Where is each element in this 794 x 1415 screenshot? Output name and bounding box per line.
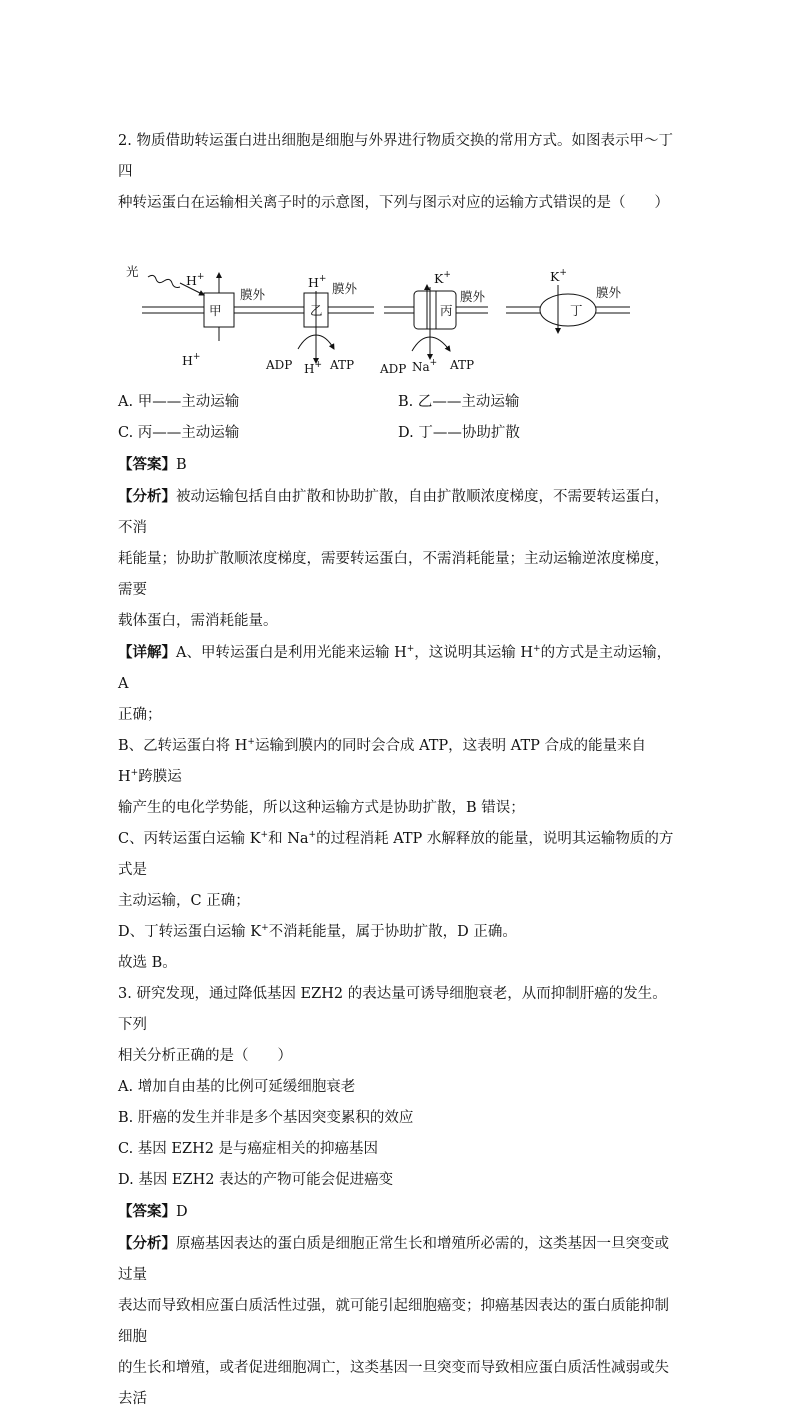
q3-analysis-line-1: 【分析】原癌基因表达的蛋白质是细胞正常生长和增殖所必需的，这类基因一旦突变或过量 (118, 1235, 669, 1283)
q2-option-b[interactable]: B. 乙——主动运输 (398, 394, 520, 410)
svg-text:Na+: Na+ (412, 358, 438, 374)
q3-option-a[interactable]: A. 增加自由基的比例可延缓细胞衰老 (118, 1079, 356, 1095)
svg-text:H+: H+ (186, 272, 205, 288)
label-k-bing: K (434, 271, 444, 286)
q2-analysis-tag: 【分析】 (118, 488, 176, 505)
q2-option-c[interactable]: C. 丙——主动运输 (118, 425, 240, 441)
q2-option-d[interactable]: D. 丁——协助扩散 (398, 425, 520, 441)
svg-text:H+: H+ (182, 352, 201, 368)
label-membrane-outside-ding: 膜外 (596, 285, 622, 300)
label-h-bottom-yi: H (304, 362, 315, 376)
q3-answer-value: D (176, 1204, 188, 1220)
q2-options-row-2 (118, 418, 678, 449)
q2-choose: 故选 B。 (118, 955, 177, 971)
q2-detail-a-line-1: 【详解】A、甲转运蛋白是利用光能来运输 H+，这说明其运输 H+的方式是主动运输，A (118, 644, 672, 692)
q2-answer-tag: 【答案】 (118, 456, 176, 473)
transport-protein-diagram (116, 223, 676, 376)
q2-detail-a-line-2: 正确； (118, 707, 162, 723)
q2-stem-line-2: 种转运蛋白在运输相关离子时的示意图，下列与图示对应的运输方式错误的是（ ） (118, 195, 669, 211)
label-jia: 甲 (209, 303, 222, 318)
protein-ding (506, 268, 630, 333)
label-adp-yi: ADP (266, 358, 293, 372)
q2-detail-c-line-1: C、丙转运蛋白运输 K+和 Na+的过程消耗 ATP 水解释放的能量，说明其运输物质的方式是 (118, 830, 674, 878)
label-membrane-outside-jia: 膜外 (240, 287, 266, 302)
q3-analysis-line-2: 表达而导致相应蛋白质活性过强，就可能引起细胞癌变；抑癌基因表达的蛋白质能抑制细胞 (118, 1298, 669, 1345)
label-h-top-yi: H (308, 275, 319, 290)
label-h-bottom-jia: H (182, 353, 193, 368)
label-yi: 乙 (310, 303, 323, 318)
label-light: 光 (126, 264, 139, 279)
svg-text:K+: K+ (550, 268, 567, 284)
svg-text:K+: K+ (434, 270, 451, 286)
q2-detail-b-line-1: B、乙转运蛋白将 H+运输到膜内的同时会合成 ATP，这表明 ATP 合成的能量来自 H+跨膜运 (118, 737, 647, 785)
q3-option-c[interactable]: C. 基因 EZH2 是与癌症相关的抑癌基因 (118, 1141, 379, 1157)
document-page (118, 126, 678, 1415)
label-h-top-jia: H (186, 273, 197, 288)
q2-detail-tag: 【详解】 (118, 644, 176, 661)
svg-text:H+: H+ (308, 274, 327, 290)
label-k-ding: K (550, 269, 560, 284)
svg-text:H+: H+ (304, 360, 323, 376)
q3-option-d[interactable]: D. 基因 EZH2 表达的产物可能会促进癌变 (118, 1172, 394, 1188)
label-membrane-outside-yi: 膜外 (332, 281, 358, 296)
q3-analysis-tag: 【分析】 (118, 1235, 176, 1252)
label-adp-bing: ADP (380, 362, 407, 376)
label-ding: 丁 (570, 303, 583, 318)
q2-detail-b-line-2: 输产生的电化学势能，所以这种运输方式是协助扩散，B 错误； (118, 800, 525, 816)
label-na-bing: Na (412, 360, 430, 374)
q3-stem-line-2: 相关分析正确的是（ ） (118, 1048, 292, 1064)
q3-option-b[interactable]: B. 肝癌的发生并非是多个基因突变累积的效应 (118, 1110, 414, 1126)
q2-options-row-1 (118, 387, 678, 418)
q2-detail-c-line-2: 主动运输，C 正确； (118, 893, 250, 909)
q3-stem-line-1: 3. 研究发现，通过降低基因 EZH2 的表达量可诱导细胞衰老，从而抑制肝癌的发生。下列 (118, 986, 667, 1033)
q2-answer (118, 449, 678, 481)
label-atp-bing: ATP (450, 358, 475, 372)
q2-analysis-line-1: 【分析】被动运输包括自由扩散和协助扩散，自由扩散顺浓度梯度，不需要转运蛋白，不消 (118, 488, 669, 536)
q2-analysis-line-3: 载体蛋白，需消耗能量。 (118, 613, 278, 629)
label-bing: 丙 (440, 303, 453, 318)
q3-analysis-line-3: 的生长和增殖，或者促进细胞凋亡，这类基因一旦突变而导致相应蛋白质活性减弱或失去活 (118, 1360, 669, 1407)
q2-detail-d: D、丁转运蛋白运输 K+不消耗能量，属于协助扩散，D 正确。 (118, 923, 517, 940)
q3-answer (118, 1196, 678, 1228)
q2-answer-value: B (176, 457, 187, 473)
q2-analysis-line-2: 耗能量；协助扩散顺浓度梯度，需要转运蛋白，不需消耗能量；主动运输逆浓度梯度，需要 (118, 551, 669, 598)
label-membrane-outside-bing: 膜外 (460, 289, 486, 304)
q2-stem-line-1: 2. 物质借助转运蛋白进出细胞是细胞与外界进行物质交换的常用方式。如图表示甲～丁四 (118, 133, 673, 180)
transport-protein-figure (118, 223, 678, 376)
q2-option-a[interactable]: A. 甲——主动运输 (118, 394, 240, 410)
label-atp-yi: ATP (330, 358, 355, 372)
q3-answer-tag: 【答案】 (118, 1203, 176, 1220)
